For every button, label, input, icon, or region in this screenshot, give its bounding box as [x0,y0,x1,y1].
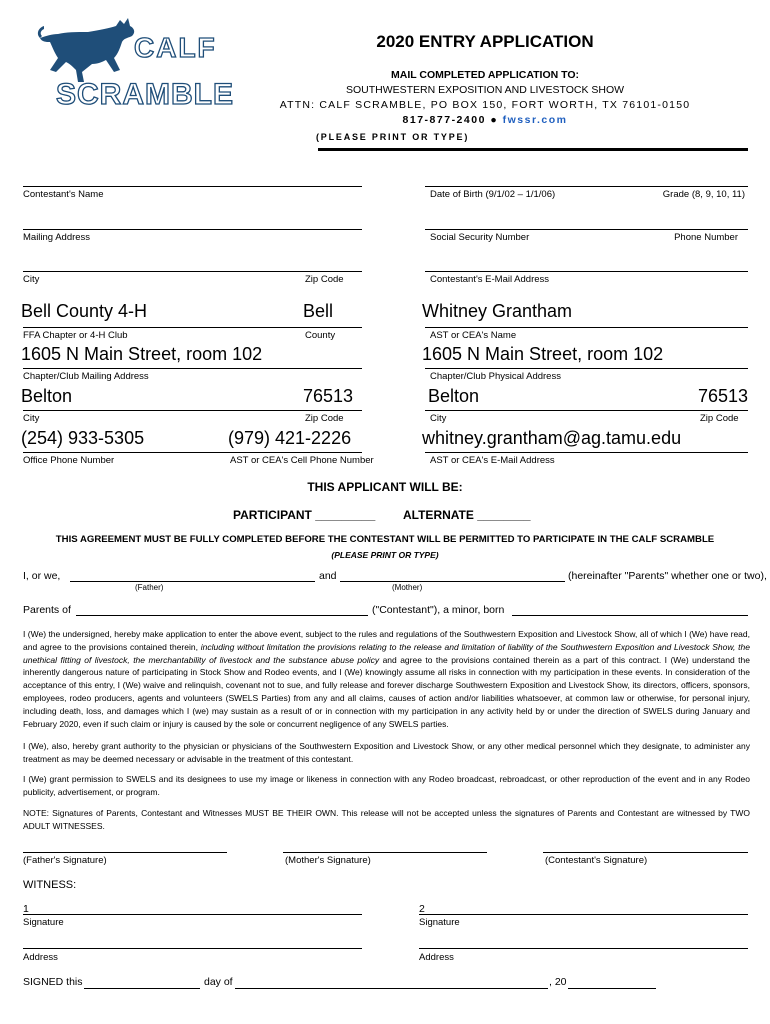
phone-label: Phone Number [674,232,738,243]
i-or-we-label: I, or we, [23,570,61,582]
website-link[interactable]: fwssr.com [502,114,568,126]
ast-email-value[interactable]: whitney.grantham@ag.tamu.edu [422,428,682,448]
club-city-value[interactable]: Belton [21,386,73,406]
chapter-value[interactable]: Bell County 4-H [21,301,148,321]
witness-2-signature-field[interactable] [419,914,748,915]
bullet-separator: ● [490,114,499,126]
club-city2-label: City [430,413,447,424]
club-city-rule [23,410,362,411]
ssn-phone-field[interactable] [425,229,748,230]
applicant-heading: THIS APPLICANT WILL BE: [307,480,463,494]
contestant-name-label: Contestant's Name [23,189,104,200]
county-label: County [305,330,336,341]
agreement-paragraph-3: I (We) grant permission to SWELS and its designees to use my image or likeness in connection with any Rodeo broadcast, rebroadcast, or other reproduction of the event and in any Rodeo publicity, advertisement, or program. [23,774,750,797]
club-zip2-label: Zip Code [700,413,739,424]
cell-phone-label: AST or CEA's Cell Phone Number [230,455,374,466]
mother-name-field[interactable] [340,581,565,582]
chapter-rule [23,327,362,328]
and-label: and [319,570,337,582]
father-name-field[interactable] [70,581,315,582]
club-mailing-label: Chapter/Club Mailing Address [23,371,149,382]
mailing-address-field[interactable] [23,229,362,230]
contestant-name-field[interactable] [23,186,362,187]
parents-of-label: Parents of [23,604,71,616]
org-name: SOUTHWESTERN EXPOSITION AND LIVESTOCK SHOW [345,84,625,96]
ssn-label: Social Security Number [430,232,530,243]
phone-rule [23,452,362,453]
office-phone-label: Office Phone Number [23,455,115,466]
agreement-paragraph-2: I (We), also, hereby grant authority to the physician or physicians of the Southwestern Exposition and Livestock Show, or any other medical personnel which they designate, to administer any treatment as may be deemed necessary or advisable in the treatment of this contestant. [23,741,750,764]
club-physical-value[interactable]: 1605 N Main Street, room 102 [422,344,664,364]
witness-1-address-field[interactable] [23,948,362,949]
father-signature-label: (Father's Signature) [23,855,107,866]
print-note: (PLEASE PRINT OR TYPE) [316,132,470,142]
form-title: 2020 ENTRY APPLICATION [376,32,594,51]
mail-to: MAIL COMPLETED APPLICATION TO: [390,69,580,81]
club-city2-rule [425,410,748,411]
p1-part-c: and agree to the provisions contained therein as a part of this contract. I (We) understand the inherently dangerous nature of participating in Stock Show and Rodeo events, and I (We) knowingly assume all risks in connection with my participation in these events. In consideration of the acceptance of this entry, I (We) waive and relinquish, covenant not to sue, and fully release and forever discharge Southwestern Exposition and Livestock Show, its directors, officers, sponsors, employees, rodeo producers, agents and volunteers (SWELS Parties) from any and all claims, causes of action and/or liabilities whatsoever, at common law or otherwise, for personal injury, including death, loss, and damages which I (we) may sustain as a result of or in connection with my participation in any activity held by or under the direction of SWELS during January and February 2020, even if such claim or injury is caused by the sole or concurrent negligence of any SWELS parties. [23,654,750,729]
agreement-paragraph-1 [23,628,750,730]
phone-number: 817-877-2400 [402,114,486,126]
contestant-signature-label: (Contestant's Signature) [545,855,648,866]
witness-2-address-label: Address [419,952,454,963]
witness-1-signature-field[interactable] [23,914,362,915]
witness-1-address-label: Address [23,952,58,963]
year-label: , 20 [549,976,567,988]
ast-email-label: AST or CEA's E-Mail Address [430,455,555,466]
witness-1-signature-label: Signature [23,917,64,928]
agreement-paragraph-4: NOTE: Signatures of Parents, Contestant and Witnesses MUST BE THEIR OWN. This release will not be accepted unless the signatures of Parents and Contestant are witnessed by TWO ADULT WITNESSES. [23,808,750,831]
p1-part-b: including without limitation the provisions relating to the release and limitation of liability of the Southwestern Exposition and Livestock Show, the unethical fitting of livestock, the merchantability of livestock and the substance abuse policy [23,641,751,665]
logo-line2: SCRAMBLE [56,78,234,111]
ast-email-rule [425,452,748,453]
agreement-heading: THIS AGREEMENT MUST BE FULLY COMPLETED BEFORE THE CONTESTANT WILL BE PERMITTED TO PARTICIPATE IN THE CALF SCRAMBLE [55,534,715,545]
participant-option[interactable]: PARTICIPANT _________ [233,508,376,522]
contestant-email-label: Contestant's E-Mail Address [430,274,550,285]
p1-part-a: I (We) the undersigned, hereby make application to enter the above event, subject to the rules and regulations of the Southwestern Exposition and Livestock Show, all of which I (We) have read, and agree to the provisions contained therein, [23,629,750,652]
calf-scramble-logo [36,12,232,124]
contestant-minor-label: ("Contestant"), a minor, born [372,604,505,616]
county-value[interactable]: Bell [303,301,334,321]
club-city2-value[interactable]: Belton [428,386,480,406]
alternate-option[interactable]: ALTERNATE ________ [403,508,531,522]
club-city-label: City [23,413,40,424]
chapter-label: FFA Chapter or 4-H Club [23,330,128,341]
club-zip-label: Zip Code [305,413,344,424]
witness-heading: WITNESS: [23,879,77,891]
ast-name-rule [425,327,748,328]
father-signature-field[interactable] [23,852,227,853]
hereinafter-label: (hereinafter "Parents" whether one or two), [568,570,767,582]
signed-day-field[interactable] [84,988,200,989]
mother-signature-label: (Mother's Signature) [285,855,371,866]
signed-this-label: SIGNED this [23,976,83,988]
office-phone-value[interactable]: (254) 933-5305 [21,428,145,448]
club-zip2-value[interactable]: 76513 [698,386,749,406]
club-physical-label: Chapter/Club Physical Address [430,371,561,382]
agreement-print-note: (PLEASE PRINT OR TYPE) [331,550,439,560]
grade-label: Grade (8, 9, 10, 11) [662,189,745,200]
club-mailing-rule [23,368,362,369]
mailing-address-label: Mailing Address [23,232,91,243]
dob-label: Date of Birth (9/1/02 – 1/1/06) [430,189,556,200]
witness-2-address-field[interactable] [419,948,748,949]
city-zip-field[interactable] [23,271,362,272]
witness-2-number: 2 [419,903,425,915]
logo-line1: CALF [134,32,217,63]
cell-phone-value[interactable]: (979) 421-2226 [228,428,352,448]
contact-line [275,114,695,126]
day-of-label: day of [204,976,233,988]
ast-name-value[interactable]: Whitney Grantham [422,301,573,321]
header-rule [318,148,748,151]
signed-year-field[interactable] [568,988,656,989]
city-label: City [23,274,40,285]
born-date-field[interactable] [512,615,748,616]
witness-2-signature-label: Signature [419,917,460,928]
contestant-minor-field[interactable] [76,615,368,616]
witness-1-number: 1 [23,903,29,915]
contestant-email-field[interactable] [425,271,748,272]
ast-name-label: AST or CEA's Name [430,330,517,341]
dob-grade-field[interactable] [425,186,748,187]
signed-month-field[interactable] [235,988,548,989]
club-zip-value[interactable]: 76513 [303,386,354,406]
mother-signature-field[interactable] [283,852,487,853]
father-caption: (Father) [135,583,164,592]
club-physical-rule [425,368,748,369]
club-mailing-value[interactable]: 1605 N Main Street, room 102 [21,344,263,364]
attn-address: ATTN: CALF SCRAMBLE, PO BOX 150, FORT WORTH, TX 76101-0150 [279,99,691,111]
mother-caption: (Mother) [392,583,423,592]
zip-label: Zip Code [305,274,344,285]
contestant-signature-field[interactable] [543,852,748,853]
